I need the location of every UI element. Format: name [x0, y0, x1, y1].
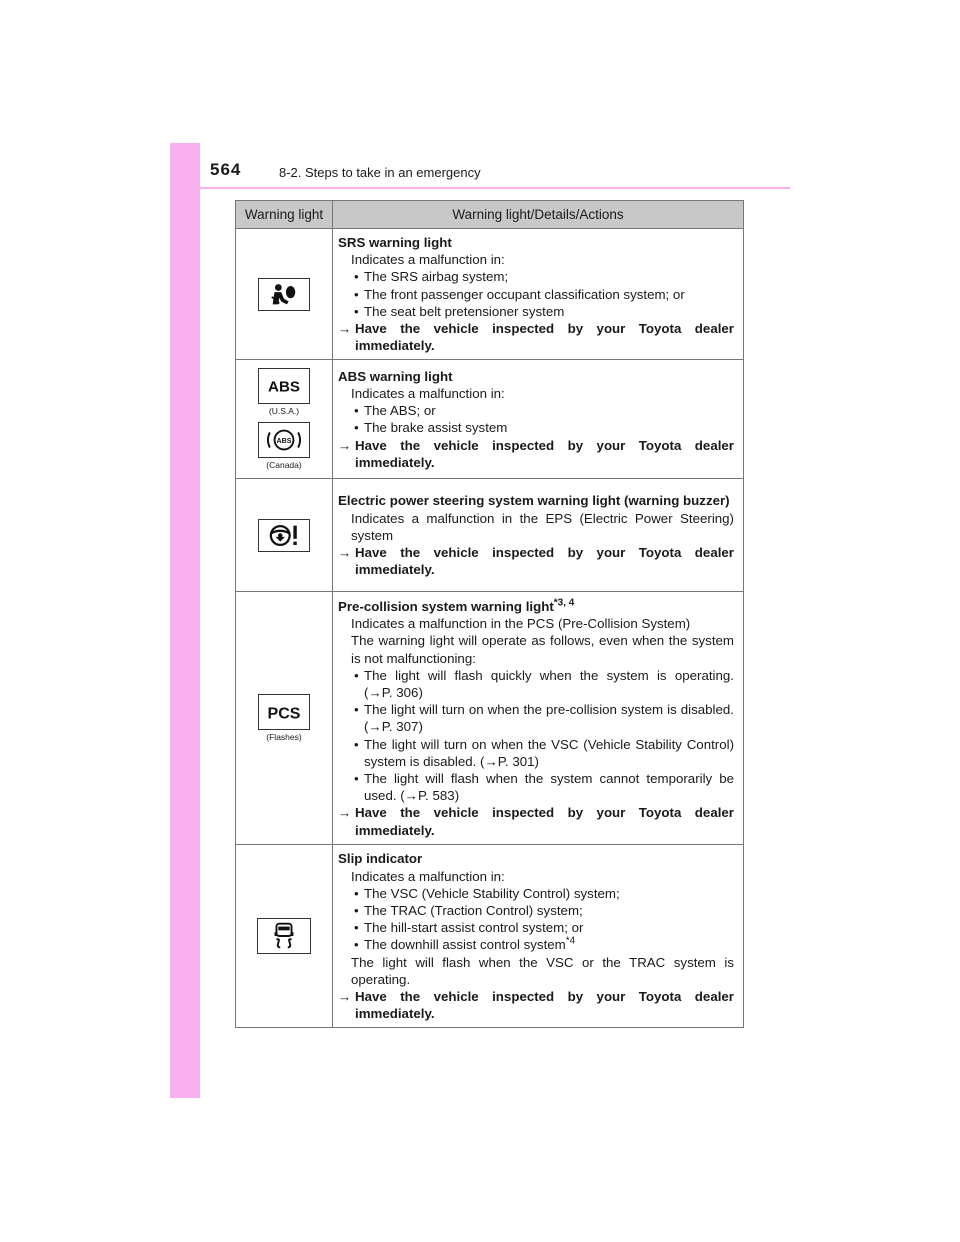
row-lead: Indicates a malfunction in:: [351, 252, 505, 268]
icon-cell: [236, 845, 333, 1028]
page-ref: (→P. 583): [400, 788, 460, 804]
steering-warning-icon: [258, 519, 310, 552]
list-item: • The SRS airbag system;: [354, 269, 509, 285]
row-title: Pre-collision system warning light$^{*3, 4}$: [338, 597, 575, 614]
abs-circle-icon: [258, 422, 310, 458]
header-rule: [200, 187, 790, 189]
table-row: [236, 479, 744, 592]
icon-caption: (U.S.A.): [268, 406, 300, 417]
list-item: • The light will flash when the system cannot temporarily be used. (→P. 583): [354, 771, 734, 804]
details-cell: [333, 845, 744, 1028]
slip-indicator-icon: [257, 918, 311, 954]
list-item: • The downhill assist control system$^{*4}$: [354, 936, 576, 953]
list-item: • The VSC (Vehicle Stability Control) system;: [354, 885, 620, 901]
details-cell: [333, 592, 744, 845]
row-lead: Indicates a malfunction in the PCS (Pre-Collision System): [351, 616, 691, 632]
row-lead: Indicates a malfunction in:: [351, 868, 505, 884]
page-header: [200, 160, 790, 190]
table-row: [236, 845, 744, 1028]
table-row: [236, 360, 744, 479]
row-title: SRS warning light: [338, 235, 452, 250]
list-item: • The hill-start assist control system; or: [354, 920, 584, 936]
row-action: → Have the vehicle inspected by your Toyota dealer immediately.: [338, 805, 734, 838]
list-item: • The light will flash quickly when the system is operating. (→P. 306): [354, 667, 734, 701]
icon-cell: [236, 479, 333, 592]
list-item: • The TRAC (Traction Control) system;: [354, 903, 583, 919]
row-lead: Indicates a malfunction in:: [351, 386, 505, 402]
row-title: Slip indicator: [338, 851, 423, 867]
list-item: • The ABS; or: [354, 403, 436, 419]
footnote-marker: *4: [565, 936, 576, 948]
row-action: → Have the vehicle inspected by your Toyota dealer immediately.: [338, 545, 734, 578]
col-header-warning-light: Warning light: [236, 201, 333, 229]
icon-cell: [236, 229, 333, 360]
list-item: • The light will turn on when the pre-collision system is disabled. (→P. 307): [354, 702, 734, 735]
page-number: 564: [210, 160, 242, 179]
row-title: Electric power steering system warning light (warning buzzer): [338, 493, 730, 509]
icon-caption: (Flashes): [266, 732, 302, 743]
table-header-row: [236, 201, 744, 229]
row-action: → Have the vehicle inspected by your Toyota dealer immediately.: [338, 321, 734, 354]
side-color-band: [170, 143, 200, 1098]
details-cell: [333, 229, 744, 360]
list-item: • The front passenger occupant classification system; or: [354, 286, 685, 302]
row-action: → Have the vehicle inspected by your Toyota dealer immediately.: [338, 437, 734, 470]
row-lead-2: The warning light will operate as follows, even when the system is not malfunctioning:: [351, 633, 734, 666]
icon-cell: [236, 592, 333, 845]
row-title: ABS warning light: [338, 368, 453, 384]
srs-airbag-icon: [258, 278, 310, 311]
col-header-details: Warning light/Details/Actions: [333, 201, 744, 229]
table-row: [236, 229, 744, 360]
pcs-icon: [258, 694, 310, 730]
list-item: • The brake assist system: [354, 420, 508, 436]
list-item: • The seat belt pretensioner system: [354, 303, 565, 319]
section-title: 8-2. Steps to take in an emergency: [279, 165, 481, 180]
table-row: [236, 592, 744, 845]
row-note: The light will flash when the VSC or the TRAC system is operating.: [351, 954, 734, 987]
abs-icon: [258, 368, 310, 404]
pcs-icon-text: PCS: [267, 705, 301, 724]
warning-light-table: [235, 200, 744, 1028]
icon-cell: [236, 360, 333, 479]
abs-icon-text: ABS: [268, 379, 300, 397]
footnote-marker: *3, 4: [553, 597, 575, 609]
details-cell: [333, 360, 744, 479]
details-cell: [333, 479, 744, 592]
icon-caption: (Canada): [266, 460, 302, 471]
row-action: → Have the vehicle inspected by your Toyota dealer immediately.: [338, 989, 734, 1022]
row-lead: Indicates a malfunction in the EPS (Electric Power Steering) system: [351, 510, 734, 543]
page-ref: (→P. 307): [364, 719, 423, 735]
abs-circle-icon-text: ABS: [276, 437, 292, 446]
page-ref: (→P. 301): [480, 753, 539, 769]
page-ref: (→P. 306): [364, 685, 423, 701]
list-item: • The light will turn on when the VSC (Vehicle Stability Control) system is disabled. (→P. 301): [354, 736, 734, 769]
